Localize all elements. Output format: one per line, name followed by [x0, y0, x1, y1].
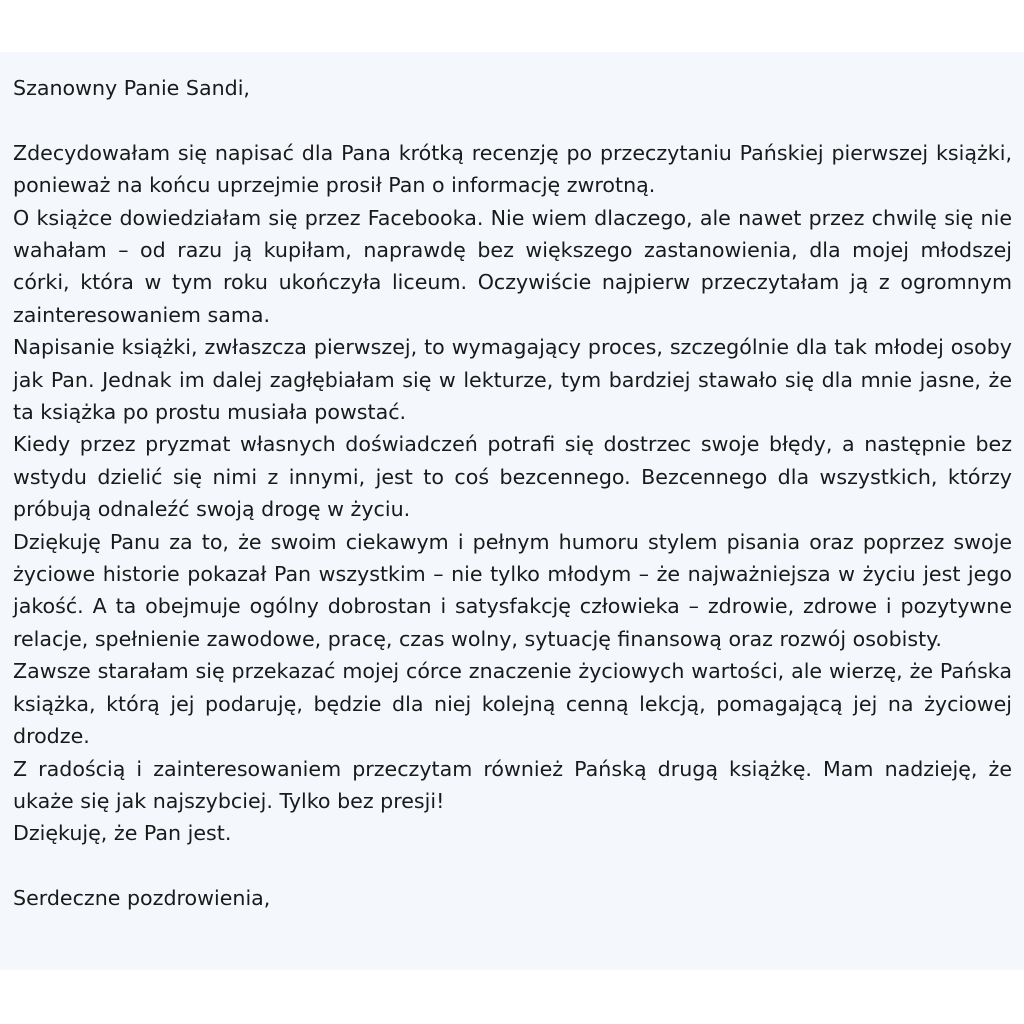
letter-paragraph: Z radością i zainteresowaniem przeczytam również Pańską drugą książkę. Mam nadzieję, że ukaże się jak najszybciej. Tylko bez presji! — [13, 756, 1012, 813]
letter-body — [0, 52, 1024, 970]
letter-paragraph: Zdecydowałam się napisać dla Pana krótką recenzję po przeczytaniu Pańskiej pierwszej książki, ponieważ na końcu uprzejmie prosił Pan o informację zwrotną. — [13, 140, 1012, 198]
blank-line — [13, 104, 1012, 136]
letter-paragraph: Dziękuję, że Pan jest. — [13, 821, 232, 846]
letter-greeting: Szanowny Panie Sandi, — [13, 76, 250, 100]
letter-paragraph: Dziękuję Panu za to, że swoim ciekawym i pełnym humoru stylem pisania oraz poprzez swoje życiowe historie pokazał Pan wszystkim – nie tylko młodym – że najważniejsza w życiu jest jego jakość. A ta obejmuje ogólny dobrostan i satysfakcję człowieka – zdrowie, zdrowe i pozytywne relacje, spełnienie zawodowe, pracę, czas wolny, sytuację finansową oraz rozwój osobisty. — [13, 529, 1012, 651]
letter-paragraph: O książce dowiedziałam się przez Facebooka. Nie wiem dlaczego, ale nawet przez chwilę się nie wahałam – od razu ją kupiłam, naprawdę bez większego zastanowienia, dla mojej młodszej córki, która w tym roku ukończyła liceum. Oczywiście najpierw przeczytałam ją z ogromnym zainteresowaniem sama. — [13, 205, 1012, 327]
blank-line — [13, 850, 1012, 882]
letter-paragraph: Kiedy przez pryzmat własnych doświadczeń potrafi się dostrzec swoje błędy, a następnie bez wstydu dzielić się nimi z innymi, jest to coś bezcennego. Bezcennego dla wszystkich, którzy próbują odnaleźć swoją drogę w życiu. — [13, 432, 1012, 522]
letter-paragraph: Napisanie książki, zwłaszcza pierwszej, to wymagający proces, szczególnie dla tak młodej osoby jak Pan. Jednak im dalej zagłębiałam się w lekturze, tym bardziej stawało się dla mnie jasne, że ta książka po prostu musiała powstać. — [13, 335, 1012, 425]
letter-paragraph: Zawsze starałam się przekazać mojej córce znaczenie życiowych wartości, ale wierzę, że Pańska książka, którą jej podaruję, będzie dla niej kolejną cenną lekcją, pomagającą jej na życiowej drodze. — [13, 659, 1012, 749]
letter-closing: Serdeczne pozdrowienia, — [13, 886, 271, 911]
